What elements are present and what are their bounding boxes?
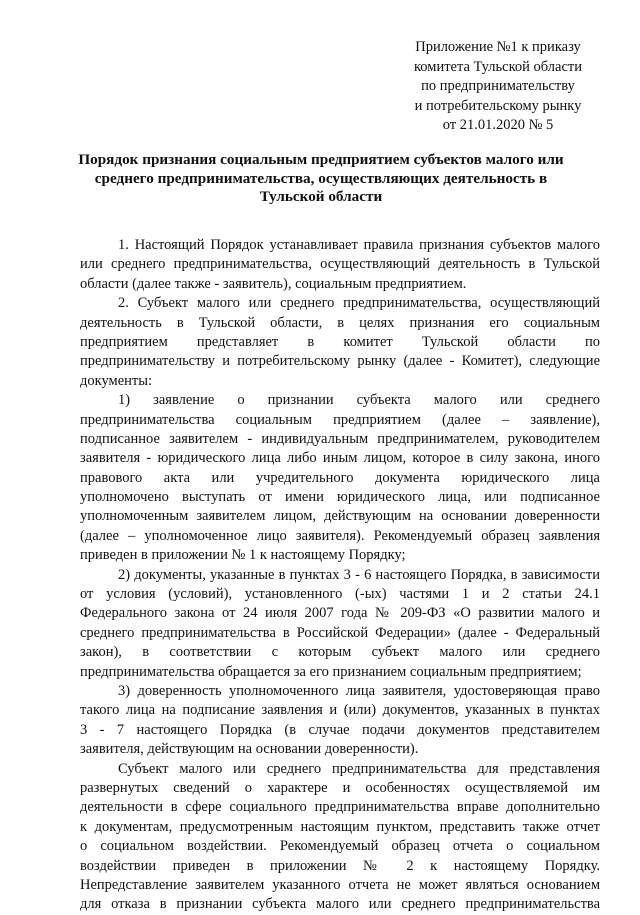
text-line: деятельность в Тульской области, в целях признания его социальным	[80, 314, 600, 331]
document-title	[40, 151, 602, 207]
text-line: уполномочено выступать от имени юридического лица, или подписанное	[80, 489, 600, 506]
text-line: заявителя, действующим на основании доверенности).	[80, 741, 419, 758]
text-line: правового акта или учредительного документа юридического лица	[80, 469, 600, 486]
text-line: 2) документы, указанные в пунктах 3 - 6 настоящего Порядка, в зависимости	[118, 566, 600, 583]
appendix-line: Приложение №1 к приказу	[415, 39, 581, 55]
text-line: приведен в приложении № 1 к настоящему Порядку;	[80, 547, 406, 564]
text-line: подписанное заявителем - индивидуальным предпринимателем, руководителем	[80, 430, 600, 447]
text-line: предпринимательства обращается за его признанием социальным предприятием;	[80, 663, 582, 680]
text-line: 2. Субъект малого или среднего предпринимательства, осуществляющий	[118, 295, 600, 312]
paragraph	[80, 236, 600, 294]
text-line: области (далее также - заявитель), социальным предприятием.	[80, 275, 467, 292]
paragraph	[80, 682, 600, 760]
text-line: (далее – уполномоченное лицо заявителя). Рекомендуемый образец заявления	[80, 527, 600, 544]
paragraph	[80, 391, 600, 566]
text-line: деятельности в сфере социального предпринимательства вправе дополнительно	[80, 799, 600, 816]
appendix-line: комитета Тульской области	[413, 58, 582, 75]
text-line: о социальном воздействии. Рекомендуемый образец отчета о социальном	[80, 838, 600, 855]
text-line: предпринимательству и потребительскому рынку (далее - Комитет), следующие	[80, 353, 600, 370]
text-line: предпринимательства социальным предприятием (далее – заявление),	[80, 411, 600, 428]
text-line: Федерального закона от 24 июля 2007 года № 209-ФЗ «О развитии малого и	[80, 605, 600, 622]
title-line: Тульской области	[259, 188, 383, 205]
text-line: 3 - 7 настоящего Порядка (в случае подачи документов представителем	[80, 721, 600, 738]
text-line: к документам, предусмотренным настоящим пунктом, представить также отчет	[80, 818, 600, 835]
document-body	[80, 236, 600, 915]
text-line: такого лица на подписание заявления и (или) документов, указанных в пунктах	[80, 702, 600, 719]
title-line: среднего предпринимательства, осуществляющих деятельность в	[94, 169, 548, 187]
text-line: для отказа в признании субъекта малого или среднего предпринимательства	[80, 896, 600, 913]
text-line: Непредставление заявителем указанного отчета не может являться основанием	[80, 876, 600, 893]
text-line: закон), в соответствии с которым субъект малого или среднего	[80, 644, 600, 661]
text-line: заявителя - юридического лица либо иным лицом, которое в силу закона, иного	[80, 450, 600, 467]
appendix-line: и потребительскому рынку	[414, 97, 582, 114]
text-line: или среднего предпринимательства, осуществляющий деятельность в Тульской	[80, 256, 600, 273]
text-line: от условия (условий), установленного (-ых) частями 1 и 2 статьи 24.1	[80, 586, 600, 603]
appendix-line: по предпринимательству	[421, 78, 575, 94]
text-line: воздействии приведен в приложении № 2 к настоящему Порядку.	[80, 857, 600, 874]
paragraph	[80, 760, 600, 915]
title-line: Порядок признания социальным предприятием субъектов малого или	[78, 151, 564, 168]
appendix-reference	[414, 38, 582, 136]
paragraph	[80, 566, 600, 682]
text-line: 1. Настоящий Порядок устанавливает правила признания субъектов малого	[118, 237, 600, 253]
paragraph	[80, 294, 600, 391]
text-line: 1) заявление о признании субъекта малого или среднего	[118, 392, 600, 409]
text-line: уполномоченным заявителем лицом, действующим на основании доверенности	[80, 508, 600, 525]
text-line: развернутых сведений о характере и особенностях осуществляемой им	[80, 779, 600, 796]
text-line: среднего предпринимательства в Российской Федерации» (далее - Федеральный	[80, 624, 600, 641]
text-line: Субъект малого или среднего предпринимательства для представления	[118, 760, 600, 777]
text-line: предприятием представляет в комитет Тульской области по	[80, 333, 600, 350]
text-line: документы:	[80, 372, 153, 389]
text-line: 3) доверенность уполномоченного лица заявителя, удостоверяющая право	[118, 682, 600, 699]
appendix-line: от 21.01.2020 № 5	[442, 117, 554, 133]
